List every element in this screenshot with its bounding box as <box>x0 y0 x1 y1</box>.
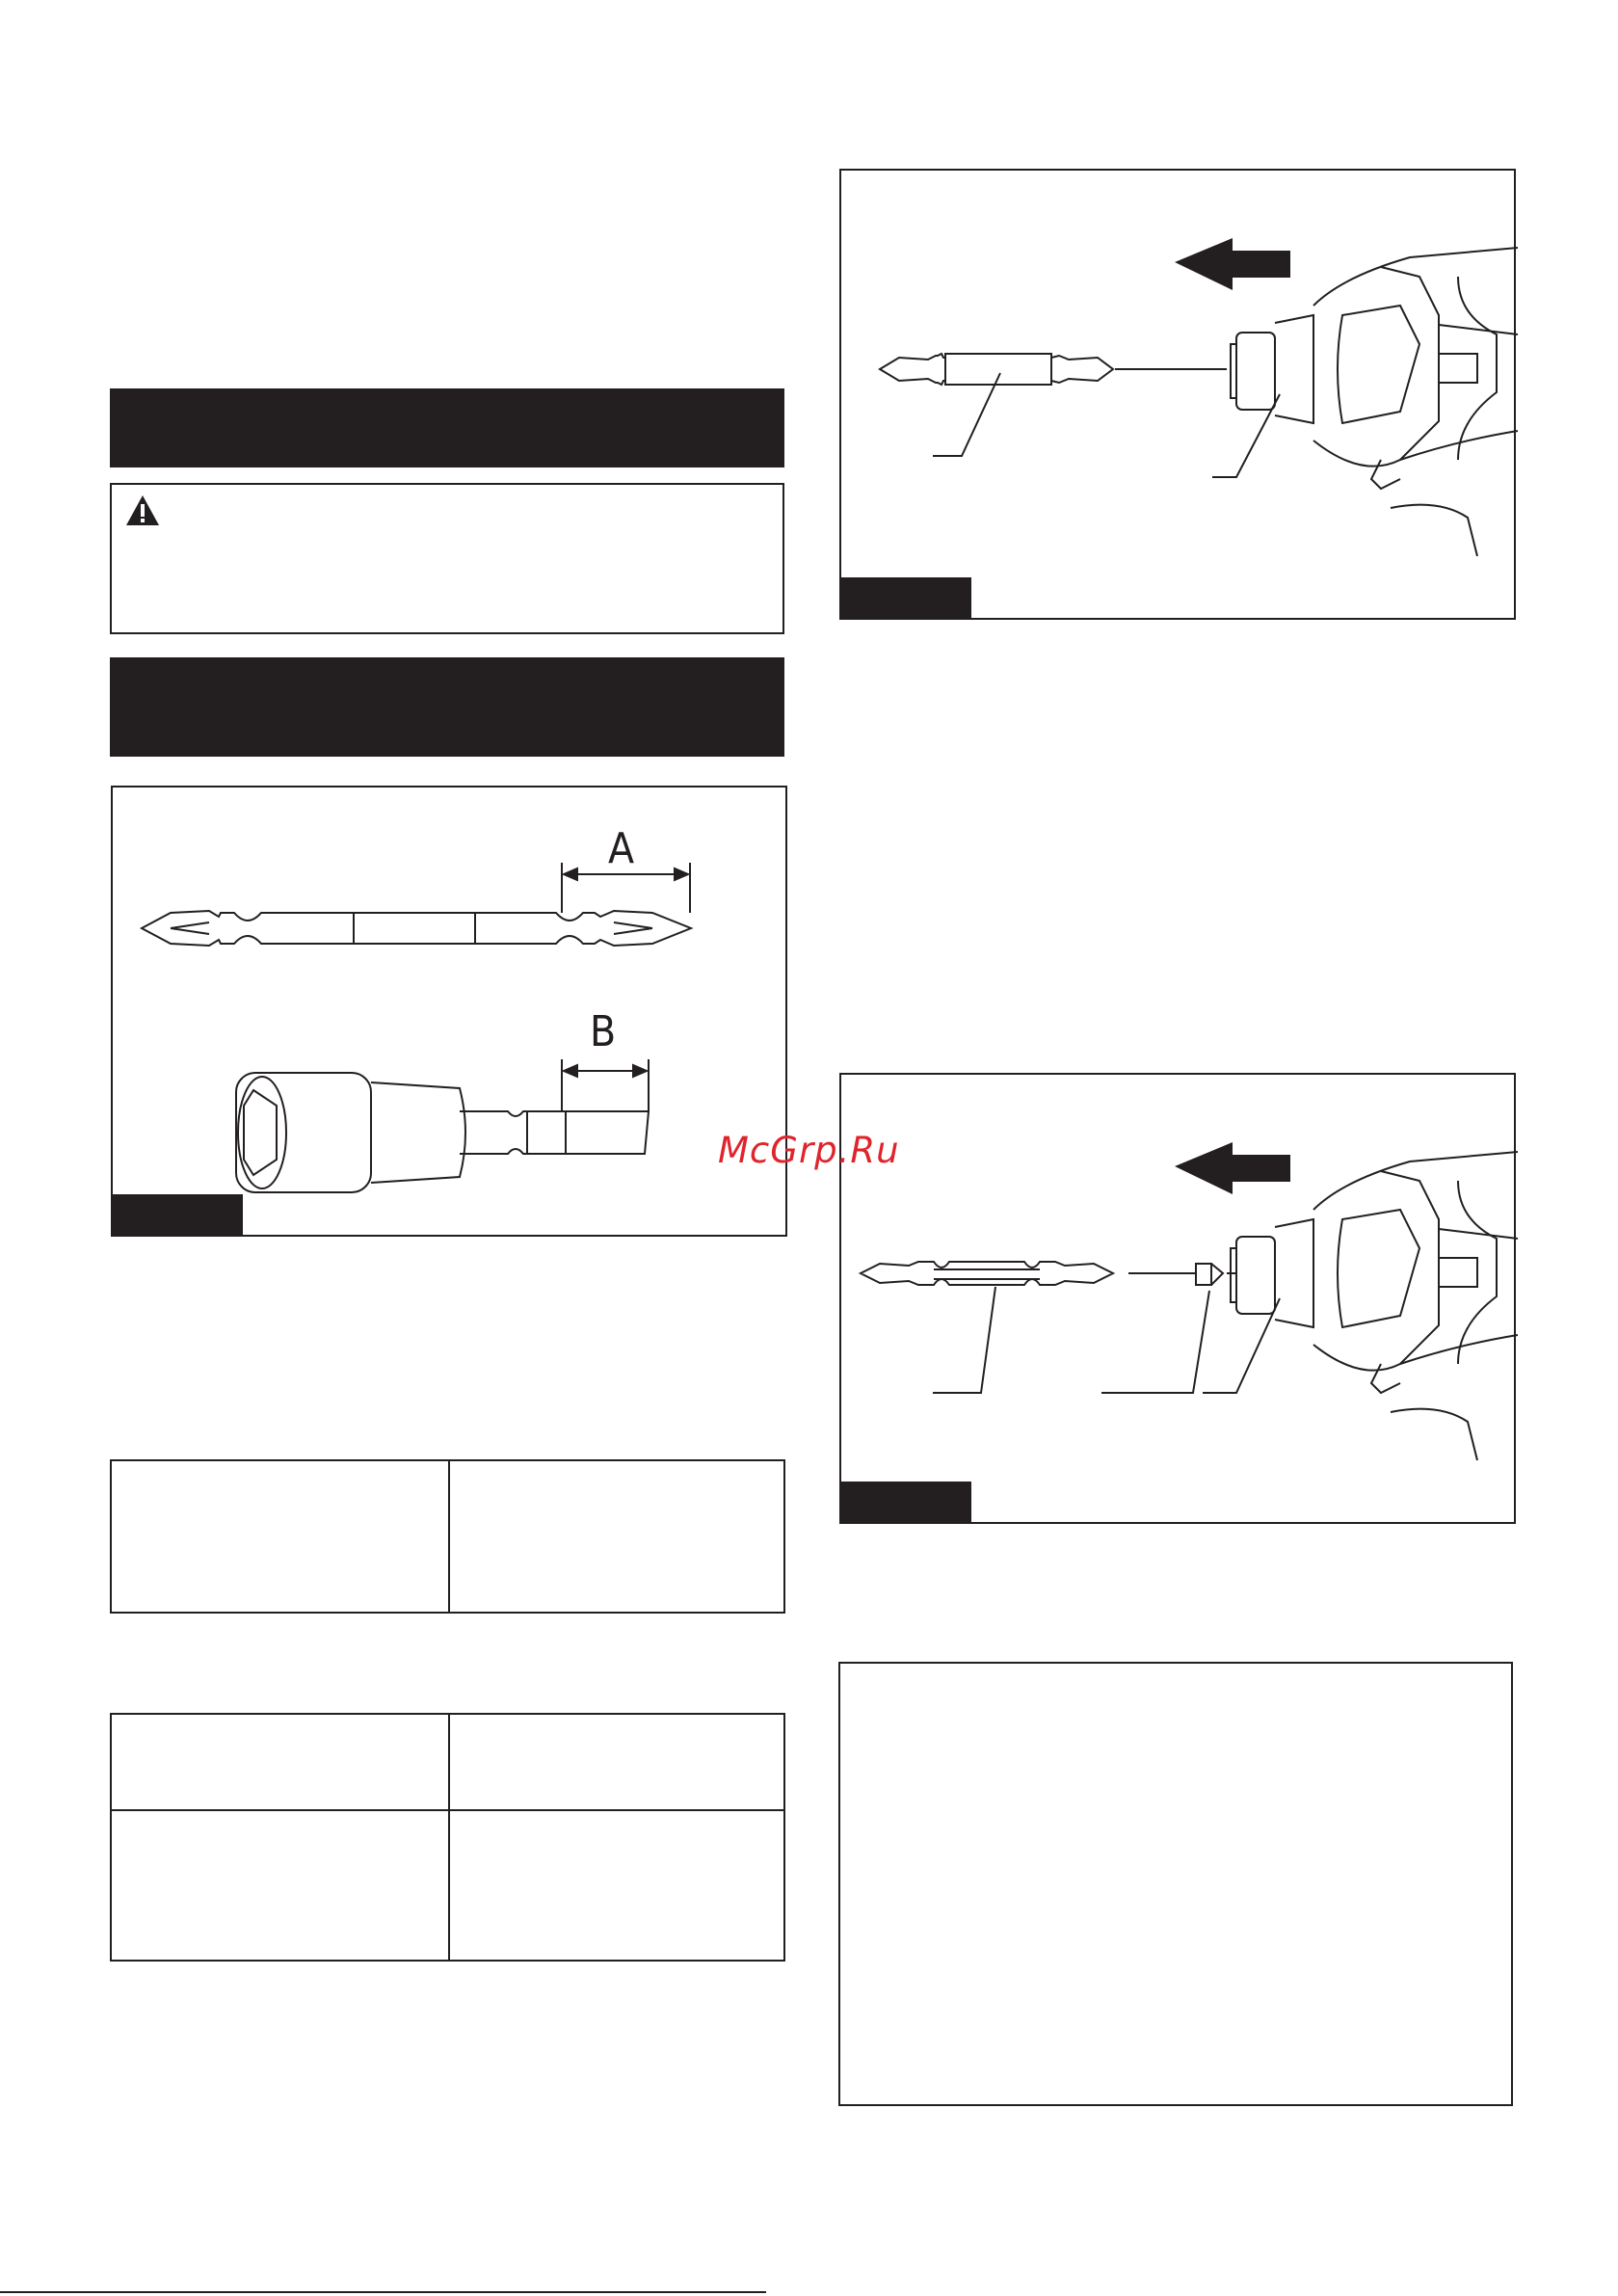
footer-rule <box>0 2291 766 2293</box>
table-cell <box>111 1714 449 1810</box>
install-bit-with-piece-drawing <box>841 1075 1518 1526</box>
table-cell <box>449 1714 784 1810</box>
dimension-a-label: A <box>608 824 635 873</box>
figure-install-bit <box>839 169 1516 620</box>
bit-dimensions-drawing <box>113 788 789 1239</box>
spec-table-1 <box>110 1459 785 1614</box>
figure-install-bit-with-piece <box>839 1073 1516 1524</box>
table-row <box>111 1714 784 1810</box>
spec-table-2 <box>110 1713 785 1962</box>
arrow-left-icon <box>1175 238 1290 290</box>
note-box <box>838 1662 1513 2106</box>
install-bit-drawing <box>841 171 1518 622</box>
figure-bit-dimensions <box>111 786 787 1237</box>
table-cell <box>449 1810 784 1961</box>
section-heading-bar-2 <box>110 657 784 757</box>
table-row <box>111 1810 784 1961</box>
warning-triangle-icon <box>125 494 160 527</box>
section-heading-bar-1 <box>110 388 784 467</box>
table-cell <box>111 1810 449 1961</box>
table-row <box>111 1460 784 1613</box>
arrow-left-icon <box>1175 1142 1290 1194</box>
dimension-b-label: B <box>590 1007 617 1056</box>
table-cell <box>111 1460 449 1613</box>
table-cell <box>449 1460 784 1613</box>
watermark-text: McGrp.Ru <box>718 1130 900 1171</box>
warning-box <box>110 483 784 634</box>
